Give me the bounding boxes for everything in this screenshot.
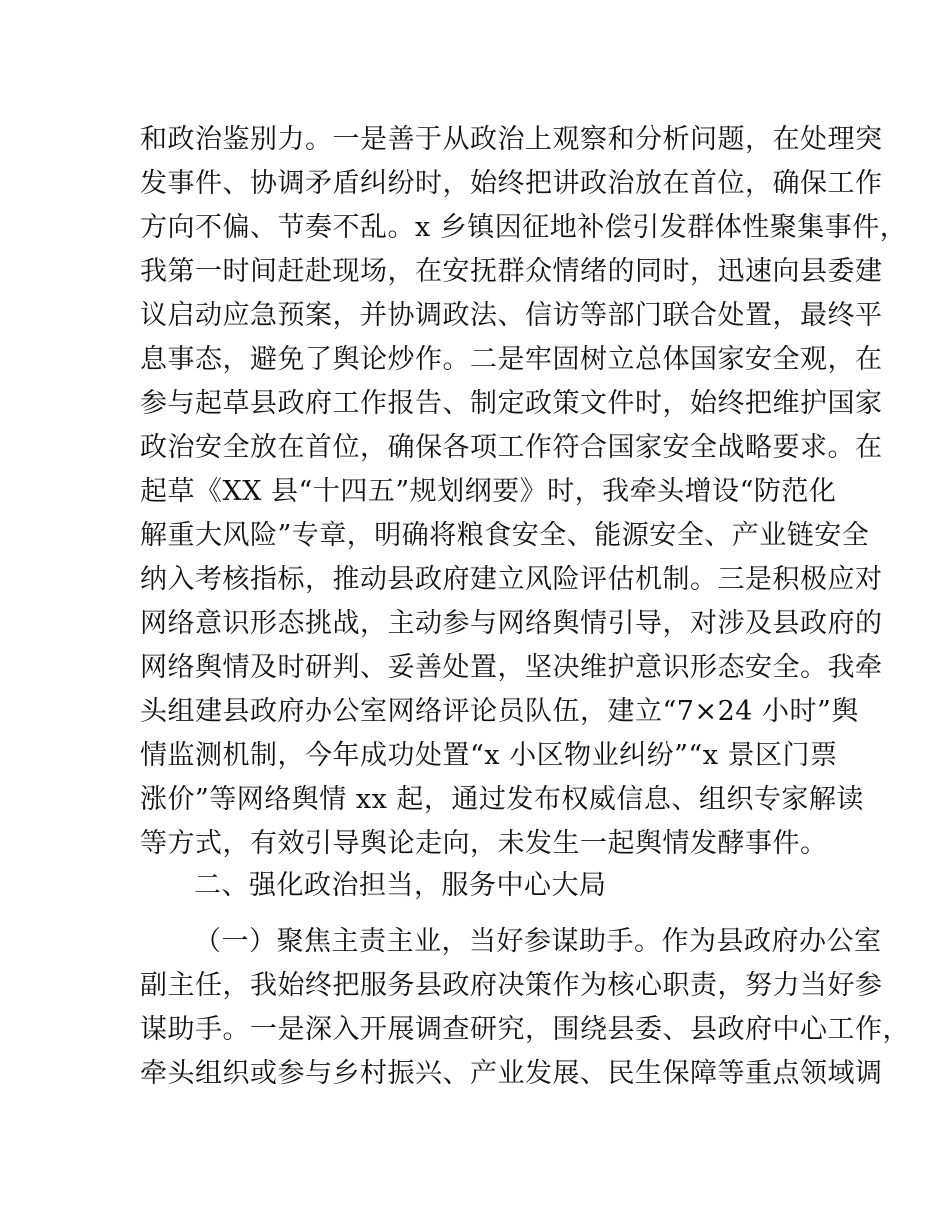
- paragraph-main-duties: [140, 920, 910, 1096]
- text-line: 牵头组织或参与乡村振兴、产业发展、民生保障等重点领域调: [140, 1058, 883, 1089]
- text-line: 和政治鉴别力。一是善于从政治上观察和分析问题，在处理突: [140, 124, 883, 155]
- text-line: 解重大风险”专章，明确将粮食安全、能源安全、产业链安全: [140, 520, 870, 551]
- text-line: 我第一时间赶赴现场，在安抚群众情绪的同时，迅速向县委建: [140, 256, 883, 287]
- heading-text: 二、强化政治担当，服务中心大局: [194, 870, 607, 901]
- text-line: 涨价”等网络舆情 xx 起，通过发布权威信息、组织专家解读: [140, 784, 864, 815]
- text-line: 网络舆情及时研判、妥善处置，坚决维护意识形态安全。我牵: [140, 652, 883, 683]
- text-line: 方向不偏、节奏不乱。x 乡镇因征地补偿引发群体性聚集事件，: [140, 212, 908, 243]
- text-line: （一）聚焦主责主业，当好参谋助手。作为县政府办公室: [194, 926, 882, 957]
- section-heading: [140, 864, 816, 908]
- text-line: 政治安全放在首位，确保各项工作符合国家安全战略要求。在: [140, 432, 883, 463]
- paragraph-political-judgment: [140, 118, 908, 866]
- text-line: 副主任，我始终把服务县政府决策作为核心职责，努力当好参: [140, 970, 883, 1001]
- text-line: 起草《XX 县“十四五”规划纲要》时，我牵头增设“防范化: [140, 476, 837, 507]
- text-line: 等方式，有效引导舆论走向，未发生一起舆情发酵事件。: [140, 828, 828, 859]
- text-line: 谋助手。一是深入开展调查研究，围绕县委、县政府中心工作，: [140, 1014, 910, 1045]
- text-line: 参与起草县政府工作报告、制定政策文件时，始终把维护国家: [140, 388, 883, 419]
- text-line: 网络意识形态挑战，主动参与网络舆情引导，对涉及县政府的: [140, 608, 883, 639]
- text-line: 发事件、协调矛盾纠纷时，始终把讲政治放在首位，确保工作: [140, 168, 883, 199]
- text-line: 息事态，避免了舆论炒作。二是牢固树立总体国家安全观，在: [140, 344, 883, 375]
- text-line: 头组建县政府办公室网络评论员队伍，建立“7×24 小时”舆: [140, 696, 859, 727]
- text-line: 情监测机制，今年成功处置“x 小区物业纠纷”“x 景区门票: [140, 740, 838, 771]
- text-line: 议启动应急预案，并协调政法、信访等部门联合处置，最终平: [140, 300, 883, 331]
- text-line: 纳入考核指标，推动县政府建立风险评估机制。三是积极应对: [140, 564, 883, 595]
